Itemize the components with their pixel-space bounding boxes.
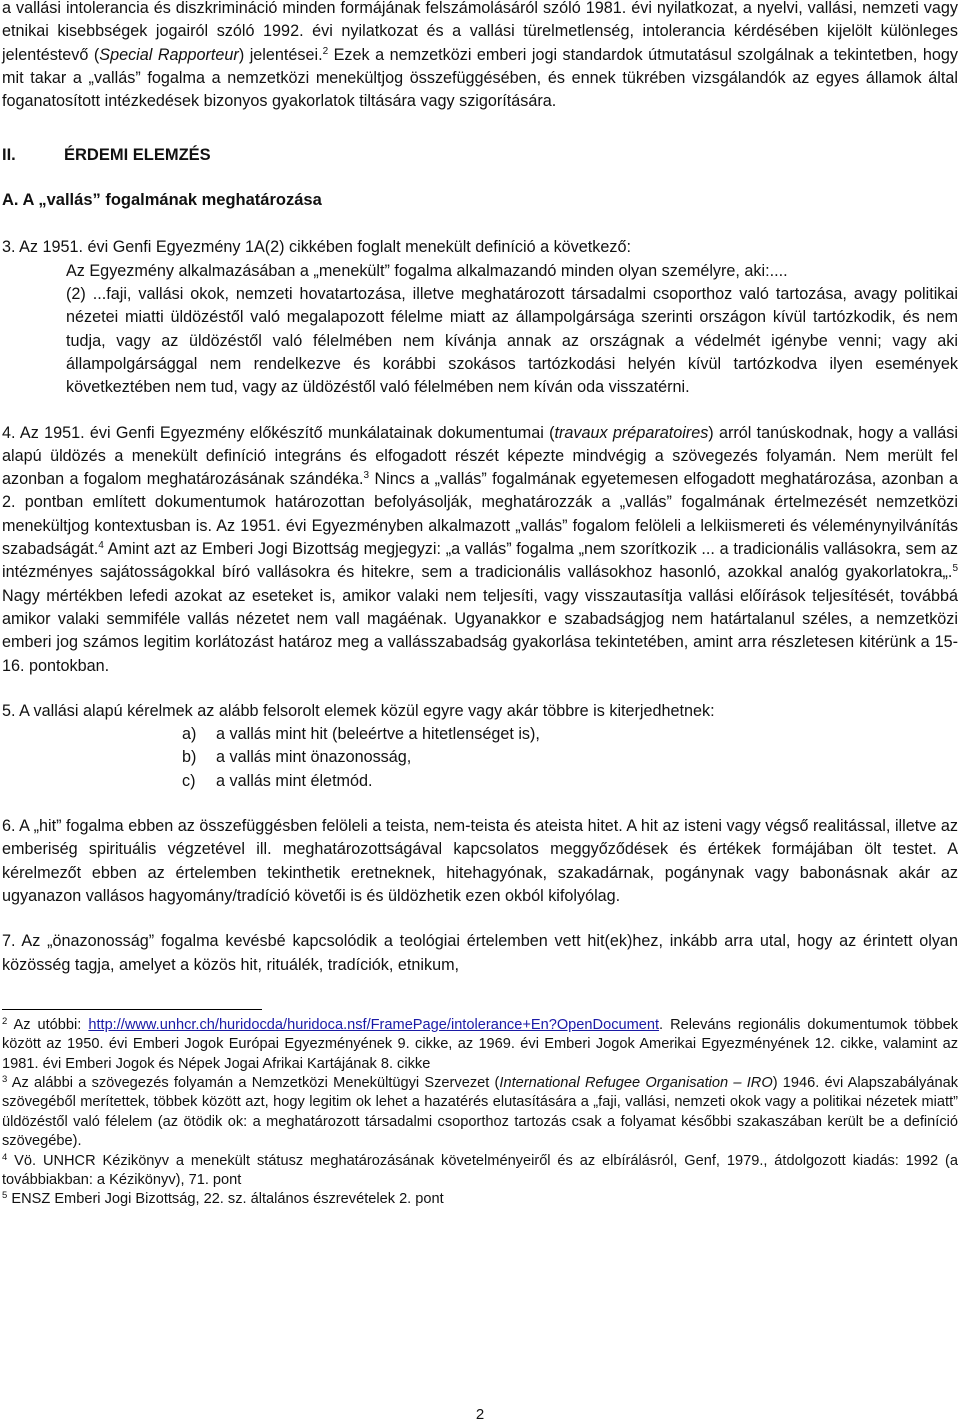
p4-italic: travaux préparatoires — [554, 423, 709, 442]
intro-text-2: Ezek a nemzetközi emberi jogi standardok útmutatásul szolgálnak a tekintetben, hogy mit takar a „vallás” fogalma a nemzetközi menekültjog összefüggésében, és ennek tükrében vizsgálandók az egyes államok által foganatosított intézkedések bizonyos gyakorlatok tiltására vagy szigorítására. — [2, 45, 959, 111]
list-item-text: a vallás mint hit (beleértve a hitetlenséget is), — [216, 725, 540, 744]
list-item-label: c) — [182, 771, 196, 790]
intro-paragraph — [2, 0, 958, 113]
footnote-5 — [2, 1190, 958, 1209]
p4-part-e: Nagy mértékben lefedi azokat az eseteket is, amikor valaki nem teljesíti, vagy visszautasítja vallási előírások teljesítését, továbbá amikor valaki semmiféle vallás nézetet nem vall magáénak. Ugyanakkor e szabadságjog nem határtalanul széles, a nemzetközi emberi jog számos legitim korlátozást határoz meg a vallásszabadság gyakorlása tekintetében, amint arra részletesen kitérünk a 15-16. pontokban. — [2, 586, 958, 675]
list-item — [182, 746, 958, 769]
intro-italic: Special Rapporteur — [99, 45, 239, 64]
intro-text: a vallási intolerancia és diszkrimináció minden formájának felszámolásáról szóló 1981. évi nyilatkozat, a nyelvi, vallási, nemzeti vagy etnikai kisebbségek jogairól szóló 1992. évi nyilatkozat és a vallási türelmetlenség, intolerancia kérdésében kijelölt különleges jelentéstevő ( — [2, 0, 958, 64]
subsection-heading — [2, 189, 958, 212]
footnote-mark-5: 5 — [2, 1190, 8, 1202]
footnote-4-text: Vö. UNHCR Kézikönyv a menekült státusz meghatározásának követelményeiről és az elbírálásról, Genf, 1979., átdolgozott kiadás: 1992 (a továbbiakban: a Kézikönyv), 71. pont — [2, 1152, 958, 1189]
footnote-mark-3: 3 — [2, 1074, 8, 1086]
list-item — [182, 770, 958, 793]
footnote-2-text-b: . Releváns regionális dokumentumok többek között az 1950. évi Emberi Jogok Európai Egyezményének 9. cikke, az 1969. évi Emberi Jogok Amerikai Egyezményének 12. cikke, valamint az 1981. évi Emberi Jogok és Népek Jogai Afrikai Kartájának 8. cikke — [2, 1016, 958, 1072]
paragraph-3-quote-2: (2) ...faji, vallási okok, nemzeti hovatartozása, illetve meghatározott társadalmi csoporthoz való tartozása, avagy politikai nézetei miatti üldözéstől való megalapozott félelme miatt az állampolgársága szerinti országon kívül tartózkodik, és nem tudja, vagy az üldözéstől való félelmében nem kívánja annak az országnak a védelmét igénybe venni; vagy aki állampolgársággal nem rendelkezve és korábbi szokásos tartózkodási helyén kívül tartózkodva ilyen események következtében nem tud, vagy az üldözéstől való félelmében nem kíván oda visszatérni. — [66, 285, 958, 397]
list-item — [182, 723, 958, 746]
footnote-3-italic: International Refugee Organisation – IRO — [499, 1075, 773, 1092]
footnote-mark-2: 2 — [2, 1015, 8, 1027]
footnote-3-text-a: Az alábbi a szövegezés folyamán a Nemzetközi Menekültügyi Szervezet ( — [7, 1075, 500, 1092]
footnote-3 — [2, 1074, 958, 1152]
footnote-mark-4: 4 — [2, 1151, 8, 1163]
footnote-ref-5[interactable]: 5 — [952, 563, 958, 575]
intro-end: ) jelentései. — [238, 45, 323, 64]
footnote-ref-2[interactable]: 2 — [322, 45, 329, 57]
footnote-5-text: ENSZ Emberi Jogi Bizottság, 22. sz. általános észrevételek 2. pont — [7, 1191, 444, 1208]
footnote-3-text-b: ) 1946. évi Alapszabályának szövegéből merítettek, többek között azt, hogy legitim ok lehet a hazatérés elutasítására a „faji, vallási, nemzeti okok vagy a politikai nézetek miatt” üldözéstől való félelem (az ötödik ok: a meghatározott társadalmi csoporthoz tartozás csak a folyamat későbbi szakaszában került be a definíció szövegébe). — [2, 1075, 958, 1150]
footnote-2 — [2, 1016, 958, 1074]
page-number: 2 — [475, 1406, 485, 1423]
subsection-title: A „vallás” fogalmának meghatározása — [22, 191, 322, 210]
section-title: ÉRDEMI ELEMZÉS — [64, 146, 211, 165]
paragraph-3-intro: 3. Az 1951. évi Genfi Egyezmény 1A(2) cikkében foglalt menekült definíció a következő: — [2, 238, 631, 257]
paragraph-4 — [2, 422, 958, 678]
footnote-2-text-a: Az utóbbi: — [7, 1016, 89, 1033]
document-page — [2, 0, 958, 1210]
list-item-label: b) — [182, 748, 197, 767]
p4-part-a: 4. Az 1951. évi Genfi Egyezmény előkészítő munkálatainak dokumentumai ( — [2, 423, 555, 442]
list-item-text: a vallás mint önazonosság, — [216, 748, 412, 767]
footnote-ref-3[interactable]: 3 — [363, 470, 370, 482]
p4-part-b: ) arról tanúskodnak, hogy a vallási alapú üldözés a menekült definíció integráns és elfogadott részét képezte mindvégig a szövegezés folyamán. Nem merült fel azonban a fogalom meghatározásának szándéka. — [2, 423, 958, 489]
footnote-ref-4[interactable]: 4 — [98, 540, 104, 552]
paragraph-5-intro: 5. A vallási alapú kérelmek az alább felsorolt elemek közül egyre vagy akár többre is kiterjedhetnek: — [2, 701, 715, 720]
subsection-number: A. — [2, 191, 19, 210]
section-heading — [2, 144, 958, 167]
paragraph-6: 6. A „hit” fogalma ebben az összefüggésben felöleli a teista, nem-teista és ateista hitet. A hit az isteni vagy végső realitással, illetve az emberiség spirituális végzetével ill. meghatározottságával kapcsolatos meggyőződések és értékek formájában ölt testet. A kérelmezőt ebben az értelemben tekinthetik eretneknek, hitehagyónak, szakadárnak, pogánynak vagy babonásnak akár az ugyanazon vallásos hagyomány/tradíció követői is és üldözhetik ezen okból kifolyólag. — [2, 817, 958, 905]
list-item-label: a) — [182, 725, 197, 744]
footnote-2-link[interactable]: http://www.unhcr.ch/huridocda/huridoca.nsf/FramePage/intolerance+En?OpenDocument — [88, 1016, 660, 1033]
list-item-text: a vallás mint életmód. — [216, 771, 373, 790]
p4-part-c: Nincs a „vallás” fogalmának egyetemesen elfogadott meghatározása, azonban a 2. pontban említett dokumentumok határozottan befolyásolják, meghatározzák a „vallás” fogalmának értelmezését nemzetközi menekültjog kontextusban is. Az 1951. évi Egyezményben alkalmazott „vallás” fogalom felöleli a lelkiismereti és véleménynyilvánítás szabadságát. — [2, 470, 958, 559]
p4-part-d: Amint azt az Emberi Jogi Bizottság megjegyzi: „a vallás” fogalma „nem szorítkozik ... a tradicionális vallásokra, sem az intézményes sajátosságokkal bíró vallásokra és hitekre, sem a tradicionális vallásokhoz hasonló, azokkal analóg gyakorlatokra„. — [2, 540, 958, 582]
section-number: II. — [2, 146, 16, 165]
footnote-4 — [2, 1152, 958, 1191]
paragraph-3-quote-1: Az Egyezmény alkalmazásában a „menekült” fogalma alkalmazandó minden olyan személyre, aki:.... — [66, 261, 788, 280]
paragraph-5-list — [182, 723, 958, 793]
paragraph-7: 7. Az „önazonosság” fogalma kevésbé kapcsolódik a teológiai értelemben vett hit(ek)hez, inkább arra utal, hogy az érintett olyan közösség tagja, amelyet a közös hit, rituálék, tradíciók, etnikum, — [2, 932, 958, 974]
